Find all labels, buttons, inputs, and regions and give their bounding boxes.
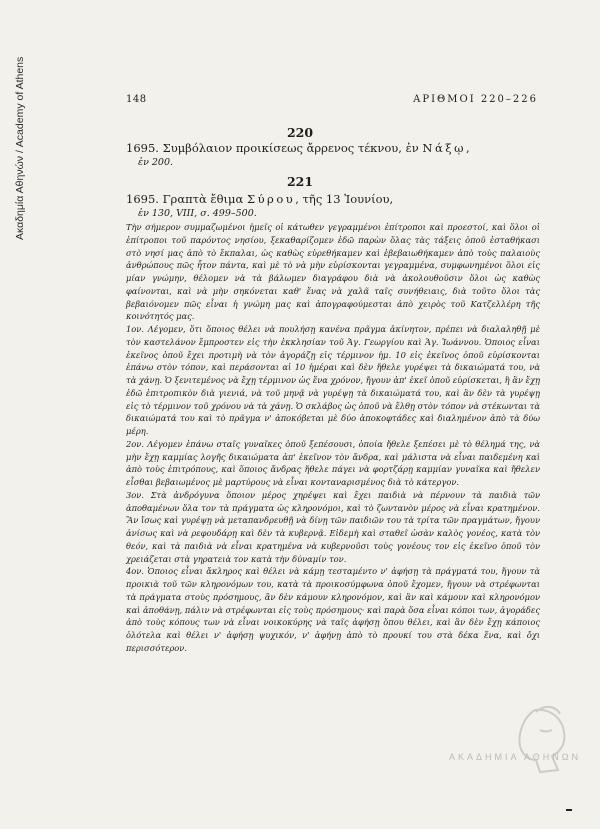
heading-tail: , τῆς 13 Ἰουνίου, (295, 192, 394, 206)
paragraph-article-2: 2ον. Λέγομεν ἐπάνω σταῖς γυναῖκες ὁποῦ ξεπέσουσι, ὁποία ἤθελε ξεπέσει μὲ τὸ θέλημά της, νὰ μὴν ἔχῃ καμμίας λογῆς δικαιώματα ἀπ' ἐκεῖνον τὸν ἄνδρα, καὶ μάλιστα νὰ εἶναι παιδεμένη καὶ ἀπὸ τοὺς ἐπιτρόπους, καὶ ὅποιος ἄνδρας ἤθελε πάγει νὰ φορτζάρῃ καμμίαν γυναῖκα καὶ ἤθελεν εἶσθαι βεβαιωμένος μὲ μαρτύρους νὰ εἶναι κονταναρισμένος διὰ τὸ κάτεργον. (126, 438, 540, 487)
academy-logo (440, 700, 590, 790)
entry-heading-221 (126, 192, 540, 206)
entry-number-220: 220 (286, 125, 314, 140)
heading-text: 1695. Γραπτὰ ἔθιμα (126, 192, 247, 206)
entry-source-221: ἐν 130, VIII, σ. 499–500. (138, 208, 257, 219)
side-watermark: Ακαδημία Αθηνών / Academy of Athens (14, 56, 26, 240)
entry-source-220: ἐν 200. (138, 157, 174, 168)
document-body (126, 221, 540, 655)
page-mark (566, 809, 572, 811)
entry-number-221: 221 (286, 174, 314, 189)
paragraph-article-4: 4ον. Ὁποιος εἶναι ἄκληρος καὶ θέλει νὰ κάμῃ τεσταμέντο ν' ἀφήσῃ τὰ πράγματά του, ἤγουν τὰ προικιὰ τοῦ τῶν κληρονόμων του, κατὰ τὰ προικοσύμφωνα ὁποῦ ἔχομεν, ἤγουν νὰ στρέφωνται τὰ πράγματα στοὺς πρόσημους, ἂν δὲν κάμουν κληρονόμον, καὶ ἂν καὶ κάμουν καὶ κληρονόμον καὶ ἀποθάνῃ, πάλιν νὰ στρέφωνται εἰς τοὺς πρόσημους· καὶ παρὰ ὅσα εἶναι κόποι των, ἀγοράδες ἀπὸ τοὺς κόπους των νὰ εἶναι νοικοκύρης νὰ ταῖς ἀφήσῃ ὅπου θέλει, καὶ ἂν δὲν ἔχῃ κάποιος ὁλότελα καὶ θέλει ν' ἀφήσῃ ψυχικόν, ν' ἀφήνῃ ἀπὸ τὸ προυκί του στὰ δέκα ἕνα, καὶ ὄχι περισσότερον. (126, 566, 540, 653)
page-number: 148 (126, 94, 147, 105)
heading-text: 1695. Συμβόλαιον προικίσεως ἄρρενος τέκνου, ἐν (126, 141, 423, 155)
heading-place: Σύρου (246, 192, 296, 206)
heading-place: Νάξῳ (422, 141, 466, 155)
running-head (126, 94, 538, 108)
logo-text: ΑΚΑΔΗΜΙΑ ΑΘΗΝΩΝ (448, 752, 582, 762)
heading-tail: , (465, 141, 470, 155)
running-title: ΑΡΙΘΜΟΙ 220–226 (413, 94, 538, 105)
paragraph-article-1: 1ον. Λέγομεν, ὅτι ὅποιος θέλει νὰ πουλήσῃ κανένα πρᾶγμα ἀκίνητον, πρέπει νὰ διαλαληθῇ μὲ τὸν καστελάνον ἔμπροστεν εἰς τὴν ἐκκλησίαν τοῦ Ἁγ. Γεωργίου καὶ Ἁγ. Ἰωάννου. Ὁποιος εἶναι ἐκεῖνος ὁποῦ ἔχει προτιμὴ νὰ τὸν ἀγοράζῃ εἰς τέρμινον ἡμ. 10 εἰς ἐκεῖνος ὁποῦ εὑρίσκονται ἐπάνω στὸν τόπον, καὶ περάσονται αἱ 10 ἡμέραι καὶ δὲν ἤθελε γυρέψει τὰ δικαιώματά του, νὰ τὰ χάνῃ. Ὁ ξενιτεμένος νὰ ἔχῃ τέρμινον ὡς ἕνα χρόνον, ἤγουν ἀπ' ἐκεῖ ὁποῦ εὑρίσκεται, ἢ ἂν ἔχῃ ἐδῶ ἐπιτροπικὸν διὰ γιενιά, νὰ τοῦ μηνᾷ νὰ γυρέψῃ τὰ δικαιώματά του, καὶ ἂν δὲν τὰ γυρέψῃ εἰς τὸ τέρμινον τοῦ χρόνου νὰ τὰ χάνῃ. Ὁ σκλάβος ὡς ὁποῦ νὰ ἔλθῃ στὸν τόπον νὰ στέκωνται τὰ δικαιώματά του καὶ τὸ πρᾶγμα ν' ἀποκόβεται μὲ δύο ἀποκοφτάδες καὶ διαλημένον ἀπὸ τὰ δύω μέρη. (126, 324, 540, 436)
paragraph-article-3: 3ον. Στὰ ἀνδρόγυνα ὅποιον μέρος χηρέψει καὶ ἔχει παιδιὰ νὰ πέρνουν τὰ παιδιὰ τῶν ἀποθαμένων ὅλα τον τὰ πράγματα ὡς κληρονόμοι, καὶ τὸ ζωντανὸν μέρος νὰ εἶναι κρατημένον. Ἂν ἴσως καὶ γυρέψῃ νὰ μεταπανδρευθῇ νὰ δίνῃ τῶν παιδιῶν του τὰ τρίτα τῶν πραγμάτων, ἤγουν ἀνίσως καὶ νὰ ρεφουδάρῃ καὶ δὲν τὰ κυβερνᾷ. Εἰδεμὴ καὶ σταθεῖ ὡσὰν καλὸς γονέος, κατὰ τὸν θεόν, καὶ τὰ παιδιὰ νὰ εἶναι κρατημένα νὰ κυβερνοῦσι τοὺς γονέους τον εἰς ἐκεῖνο ὁποῦ τὸν χρειάζεται στὰ γηρατειὰ τον κατὰ τὴν δύναμίν τον. (126, 489, 540, 564)
paragraph-preamble: Τὴν σήμερον συμμαζωμένοι ἡμεῖς οἱ κάτωθεν γεγραμμένοι ἐπίτροποι καὶ προεστοί, καὶ ὅλοι οἱ ἐπίτροποι τοῦ παρόντος νησίου, ξεκαθαρίζομεν ἐδῶ παρὼν ὅλας τὰς τάξεις ὁποῦ ἐσταθήκασι στὸ νησί μας ἀπὸ τὸ ἔκπαλαι, ὡς καθὼς εὑρεθήκαμεν καὶ ἐβεβαιωθήκαμεν ἀπὸ τοὺς παλαιοὺς ἀνθρώπους πῶς ἦτον πάντα, καὶ μὲ τὸ νὰ μὴν εὑρίσκονται γεγραμμένα, συμφωνημένοι ὅλοι εἰς μίαν γνώμην, θέλομεν νὰ τὰ βάλωμεν διαγράφου διὰ νὰ ἀκολουθοῦσιν ὅλοι ὡς καθὼς φαίνονται, καὶ νὰ μὴν σηκόνεται καθ' ἕνας νὰ χαλᾶ ταῖς συνήθειαις, διὰ τοῦτο ὅλοι τὰς βεβαιόνομεν πῶς εἶναι ἡ γνώμη μας καὶ ἀπογραφούμεσται ἀπὸ χειρὸς τοῦ Κατζελλέρη τῆς κοινότητός μας. (126, 222, 540, 322)
athena-head-icon (440, 700, 590, 790)
entry-heading-220 (126, 141, 540, 155)
